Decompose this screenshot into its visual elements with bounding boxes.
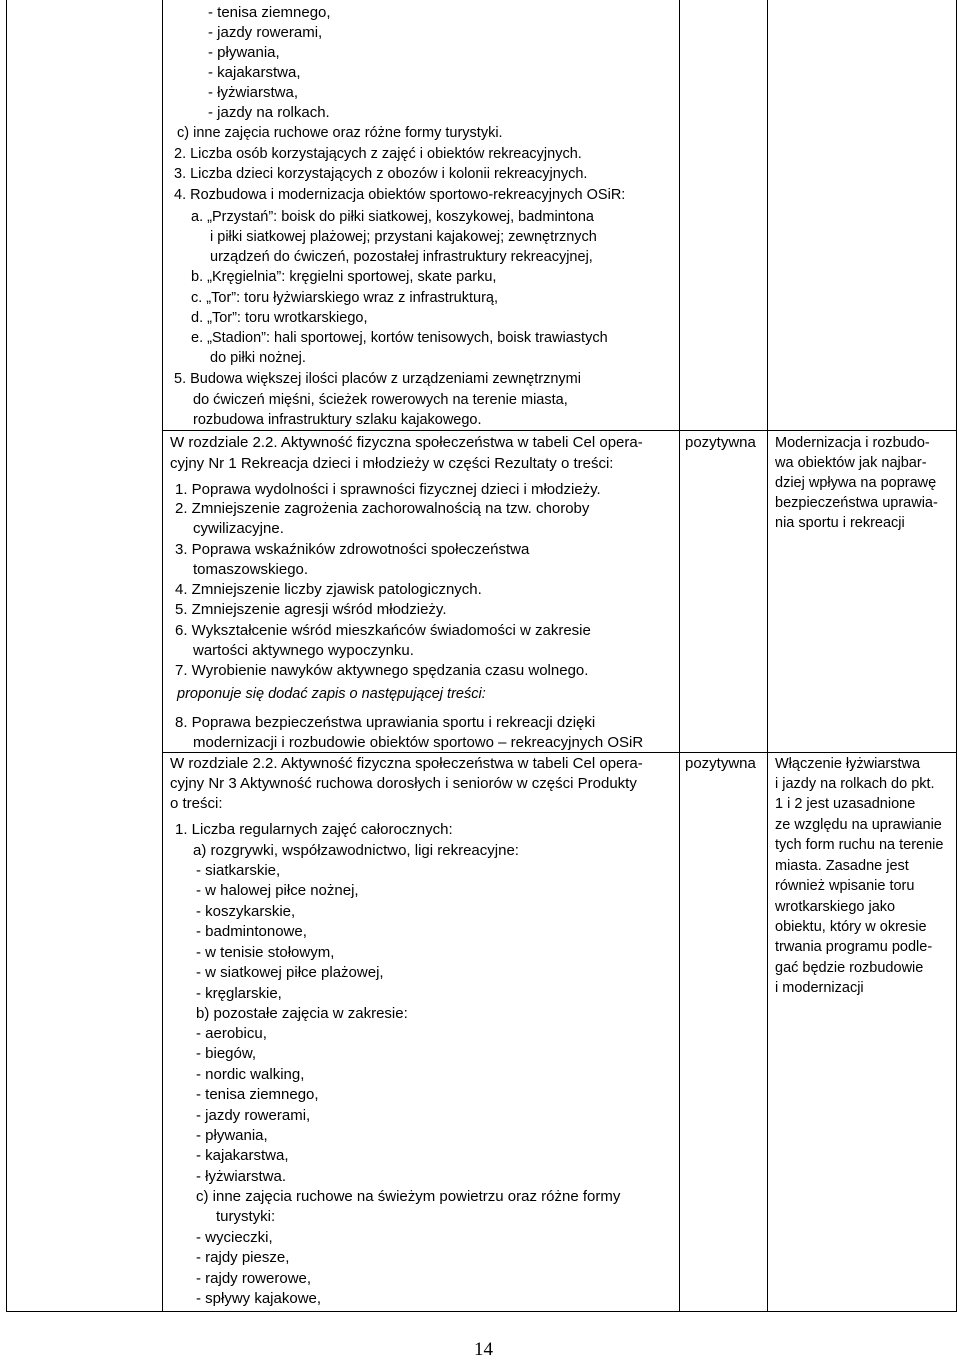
b-list-item: - kajakarstwa, [196,1147,289,1164]
row-divider-2 [162,752,957,753]
proposal-note: proponuje się dodać zapis o następującej treści: [177,686,486,702]
item5-line: do ćwiczeń mięśni, ścieżek rowerowych na terenie miasta, [193,392,568,408]
row2-intro: W rozdziale 2.2. Aktywność fizyczna społeczeństwa w tabeli Cel opera- [170,434,643,451]
sport-item: - jazdy na rolkach. [208,104,330,121]
c-list-item: - wycieczki, [196,1229,273,1246]
table-border-bottom [6,1311,957,1312]
result-item: 5. Zmniejszenie agresji wśród młodzieży. [175,601,447,618]
a-heading: a) rozgrywki, współzawodnictwo, ligi rekreacyjne: [193,842,519,859]
a-list-item: - w siatkowej piłce plażowej, [196,964,384,981]
result-item: 3. Poprawa wskaźników zdrowotności społeczeństwa [175,541,530,558]
justification-line: 1 i 2 jest uzasadnione [775,796,916,812]
justification-line: Włączenie łyżwiarstwa [775,756,921,772]
b-heading: b) pozostałe zajęcia w zakresie: [196,1005,408,1022]
item5-line: rozbudowa infrastruktury szlaku kajakowego. [193,412,482,428]
b-list-item: - biegów, [196,1045,257,1062]
c-heading: turystyki: [216,1208,276,1225]
justification-line: i jazdy na rolkach do pkt. [775,776,935,792]
result-item: 1. Poprawa wydolności i sprawności fizycznej dzieci i młodzieży. [175,481,601,498]
item8-line: modernizacji i rozbudowie obiektów sportowo – rekreacyjnych OSiR [193,734,644,751]
justification-line: wa obiektów jak najbar- [775,455,927,471]
page-number: 14 [474,1339,493,1360]
b-list-item: - nordic walking, [196,1066,305,1083]
justification-line: dziej wpływa na poprawę [775,475,937,491]
result-item: 4. Zmniejszenie liczby zjawisk patologicznych. [175,581,482,598]
a-list-item: - w tenisie stołowym, [196,944,335,961]
a-list-item: - badmintonowe, [196,923,307,940]
justification-line: Modernizacja i rozbudo- [775,435,930,451]
table-border-col2 [679,0,680,1311]
c-list-item: - rajdy rowerowe, [196,1270,312,1287]
sub-item: b. „Kręgielnia”: kręgielni sportowej, skate parku, [191,269,497,285]
sub-item: c. „Tor”: toru łyżwiarskiego wraz z infrastrukturą, [191,290,498,306]
b-list-item: - tenisa ziemnego, [196,1086,319,1103]
result-item: tomaszowskiego. [193,561,309,578]
table-border-right [956,0,957,1311]
justification-line: również wpisanie toru [775,878,915,894]
b-list-item: - jazdy rowerami, [196,1107,311,1124]
justification-line: i modernizacji [775,980,864,996]
a-list-item: - kręglarskie, [196,985,282,1002]
justification-line: obiektu, który w okresie [775,919,927,935]
sport-item: - jazdy rowerami, [208,24,323,41]
item5-line: 5. Budowa większej ilości placów z urządzeniami zewnętrznymi [174,371,581,387]
justification-line: tych form ruchu na terenie [775,837,944,853]
justification-line: wrotkarskiego jako [775,899,896,915]
result-item: 7. Wyrobienie nawyków aktywnego spędzania czasu wolnego. [175,662,589,679]
result-item: wartości aktywnego wypoczynku. [193,642,414,659]
justification-line: ze względu na uprawianie [775,817,942,833]
a-list-item: - w halowej piłce nożnej, [196,882,359,899]
justification-line: nia sportu i rekreacji [775,515,905,531]
justification-line: bezpieczeństwa uprawia- [775,495,938,511]
table-border-left [6,0,7,1311]
sub-item: urządzeń do ćwiczeń, pozostałej infrastruktury rekreacyjnej, [210,249,593,265]
row2-intro: cyjny Nr 1 Rekreacja dzieci i młodzieży w części Rezultaty o treści: [170,455,614,472]
sport-item: - kajakarstwa, [208,64,301,81]
numbered-item: 4. Rozbudowa i modernizacja obiektów sportowo-rekreacyjnych OSiR: [174,187,626,203]
opinion-value: pozytywna [685,434,756,451]
result-item: 2. Zmniejszenie zagrożenia zachorowalnością na tzw. choroby [175,500,590,517]
row3-intro: cyjny Nr 3 Aktywność ruchowa dorosłych i seniorów w części Produkty [170,775,637,792]
justification-line: miasta. Zasadne jest [775,858,909,874]
row-divider-1 [162,430,957,431]
b-list-item: - pływania, [196,1127,268,1144]
sub-item: i piłki siatkowej plażowej; przystani kajakowej; zewnętrznych [210,229,597,245]
numbered-item: 3. Liczba dzieci korzystających z obozów i kolonii rekreacyjnych. [174,166,588,182]
sport-item: - tenisa ziemnego, [208,4,331,21]
item8-line: 8. Poprawa bezpieczeństwa uprawiania sportu i rekreacji dzięki [175,714,596,731]
result-item: 6. Wykształcenie wśród mieszkańców świadomości w zakresie [175,622,591,639]
opinion-value: pozytywna [685,755,756,772]
a-list-item: - koszykarskie, [196,903,296,920]
product-item1: 1. Liczba regularnych zajęć całorocznych: [175,821,453,838]
a-list-item: - siatkarskie, [196,862,281,879]
b-list-item: - aerobicu, [196,1025,267,1042]
sub-item: a. „Przystań”: boisk do piłki siatkowej, koszykowej, badmintona [191,209,594,225]
numbered-item: 2. Liczba osób korzystających z zajęć i obiektów rekreacyjnych. [174,146,582,162]
row3-intro: W rozdziale 2.2. Aktywność fizyczna społeczeństwa w tabeli Cel opera- [170,755,643,772]
c-list-item: - spływy kajakowe, [196,1290,322,1307]
justification-line: gać będzie rozbudowie [775,960,924,976]
c-heading: c) inne zajęcia ruchowe na świeżym powietrzu oraz różne formy [196,1188,621,1205]
table-border-col3 [767,0,768,1311]
justification-line: trwania programu podle- [775,939,933,955]
sub-item: do piłki nożnej. [210,350,306,366]
result-item: cywilizacyjne. [193,520,284,537]
row3-intro: o treści: [170,795,223,812]
c-line: c) inne zajęcia ruchowe oraz różne formy turystyki. [177,125,503,141]
sport-item: - łyżwiarstwa, [208,84,299,101]
sub-item: d. „Tor”: toru wrotkarskiego, [191,310,368,326]
b-list-item: - łyżwiarstwa. [196,1168,287,1185]
sport-item: - pływania, [208,44,280,61]
c-list-item: - rajdy piesze, [196,1249,290,1266]
table-border-col1 [162,0,163,1311]
sub-item: e. „Stadion”: hali sportowej, kortów tenisowych, boisk trawiastych [191,330,608,346]
